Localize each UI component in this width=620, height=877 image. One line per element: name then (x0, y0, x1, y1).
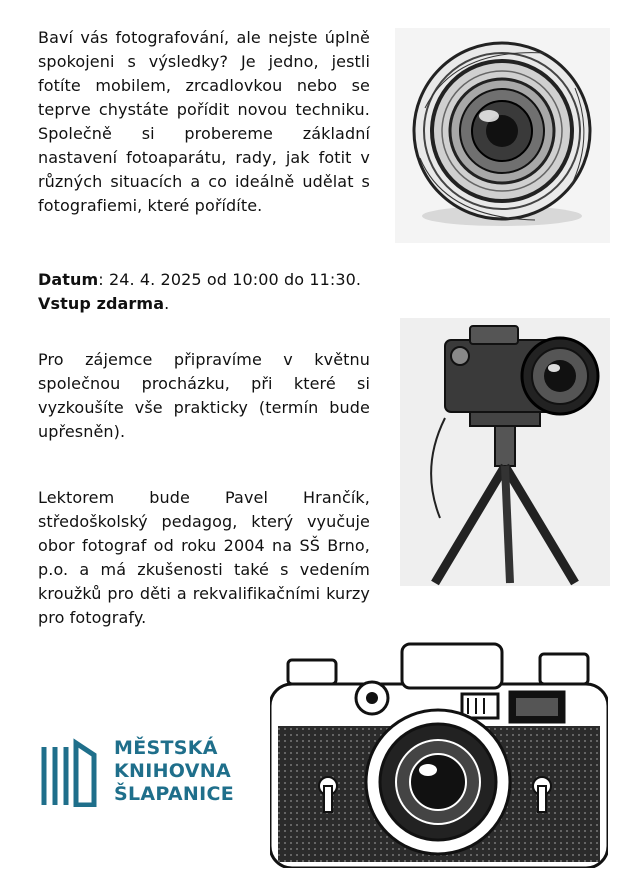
vintage-camera-icon (270, 636, 608, 868)
library-logo-icon (40, 737, 100, 807)
date-paragraph (38, 268, 370, 316)
date-label: Datum (38, 270, 99, 289)
lens-icon (395, 28, 610, 243)
logo-line-2: KNIHOVNA (114, 760, 231, 782)
walk-paragraph (38, 348, 370, 444)
walk-text: Pro zájemce připravíme v květnu společnou procházku, při které si vyzkoušíte vše prakticky (termín bude upřesněn). (38, 350, 370, 441)
entry-suffix: . (164, 294, 170, 313)
date-value: : 24. 4. 2025 od 10:00 do 11:30. (98, 270, 362, 289)
vintage-camera-image (270, 636, 608, 868)
library-logo-text (114, 737, 234, 806)
lecturer-text: Lektorem bude Pavel Hrančík, středoškolský pedagog, který vyučuje obor fotograf od roku 2004 na SŠ Brno, p.o. a má zkušenosti také s vedením kroužků pro děti a rekvalifikačními kurzy pro fotografy. (38, 488, 370, 627)
intro-text: Baví vás fotografování, ale nejste úplně spokojeni s výsledky? Je jedno, jestli fotíte mobilem, zrcadlovkou nebo se teprve chystáte pořídit novou techniku. Společně si probereme základní nastavení fotoaparátu, rady, jak fotit v různých situacích a co ideálně udělat s fotografiemi, které pořídíte. (38, 28, 370, 215)
lecturer-paragraph (38, 486, 370, 630)
logo-line-3: ŠLAPANICE (114, 783, 234, 805)
library-logo (40, 735, 250, 815)
tripod-camera-icon (400, 318, 610, 586)
entry-label: Vstup zdarma (38, 294, 165, 313)
intro-paragraph (38, 26, 370, 218)
tripod-camera-image (400, 318, 610, 586)
lens-image (395, 28, 610, 243)
logo-line-1: MĚSTSKÁ (114, 737, 218, 759)
